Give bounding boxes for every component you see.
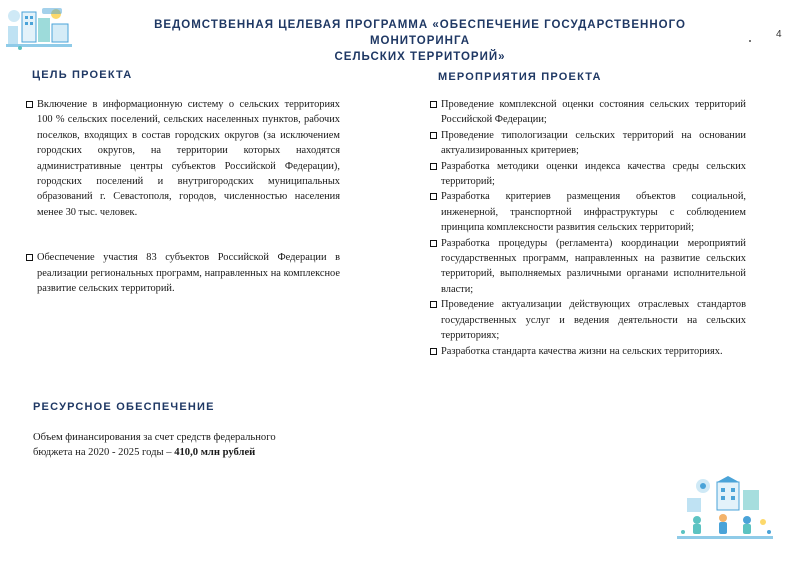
bullet-square-icon [430, 240, 437, 247]
bullet-square-icon [430, 193, 437, 200]
activity-item [430, 128, 746, 159]
title-line-1: ВЕДОМСТВЕННАЯ ЦЕЛЕВАЯ ПРОГРАММА «ОБЕСПЕЧЕНИЕ ГОСУДАРСТВЕННОГО [154, 19, 686, 31]
goal-item [26, 250, 340, 296]
activity-item-text: Проведение комплексной оценки состояния сельских территорий Российской Федерации; [441, 99, 746, 126]
community-infographic-icon [673, 476, 777, 542]
goal-item-text: Включение в информационную систему о сельских территориях 100 % сельских поселений, сельских населенных пунктов, рабочих поселков, входящих в состав городских округов (за исключением городских округов, на территории которых находятся административные центры субъектов Российской Федерации), городских поселений и внутригородских муниципальных образований г. Севастополя, городов, численностью населения менее 30 тыс. человек. [37, 99, 340, 218]
separator-dot [749, 40, 751, 42]
page-title [120, 17, 720, 65]
activity-item-text: Разработка критериев размещения объектов социальной, инженерной, транспортной инфраструктуры с соблюдением принципа комплексности развития сельских территорий; [441, 191, 746, 234]
bullet-square-icon [26, 254, 33, 261]
activity-item [430, 159, 746, 190]
title-line-3: СЕЛЬСКИХ ТЕРРИТОРИЙ» [334, 51, 506, 63]
bullet-square-icon [430, 163, 437, 170]
activity-item-text: Разработка методики оценки индекса качества среды сельских территорий; [441, 160, 746, 188]
activity-item [430, 97, 746, 128]
activity-item-text: Проведение типологизации сельских территорий на основании актуализированных критериев; [441, 129, 746, 157]
bullet-square-icon [430, 348, 437, 355]
title-line-2: МОНИТОРИНГА [369, 35, 471, 47]
activity-item [430, 189, 746, 235]
resources-line-1: Объем финансирования за счет средств федерального [33, 432, 276, 443]
activities-list [430, 97, 746, 359]
activities-heading: МЕРОПРИЯТИЯ ПРОЕКТА [438, 71, 602, 83]
activity-item-text: Разработка процедуры (регламента) координации мероприятий государственных программ, направленных на развитие сельских территорий, выполняемых различными органами исполнительной власти; [441, 237, 746, 295]
resources-line-2-text: бюджета на 2020 - 2025 годы – [33, 447, 175, 458]
bullet-square-icon [26, 101, 33, 108]
resources-line-2 [33, 445, 353, 460]
village-infographic-icon [4, 4, 74, 50]
activity-item-text: Разработка стандарта качества жизни на сельских территориях. [441, 345, 723, 357]
goal-item [26, 97, 340, 220]
resources-text [33, 430, 353, 460]
activity-item [430, 297, 746, 343]
bullet-square-icon [430, 132, 437, 139]
goal-item-text: Обеспечение участия 83 субъектов Российской Федерации в реализации региональных программ, направленных на комплексное развитие сельских территорий. [37, 252, 340, 295]
resources-heading: РЕСУРСНОЕ ОБЕСПЕЧЕНИЕ [33, 401, 215, 413]
goal-heading: ЦЕЛЬ ПРОЕКТА [32, 69, 133, 81]
activity-item [430, 236, 746, 298]
funding-amount: 410,0 млн рублей [174, 447, 256, 458]
activity-item-text: Проведение актуализации действующих отраслевых стандартов государственных услуг и ведения деятельности на сельских территориях; [441, 299, 746, 342]
goal-list [26, 97, 340, 296]
bullet-square-icon [430, 301, 437, 308]
activity-item [430, 344, 746, 359]
page-number: 4 [776, 29, 782, 40]
bullet-square-icon [430, 101, 437, 108]
